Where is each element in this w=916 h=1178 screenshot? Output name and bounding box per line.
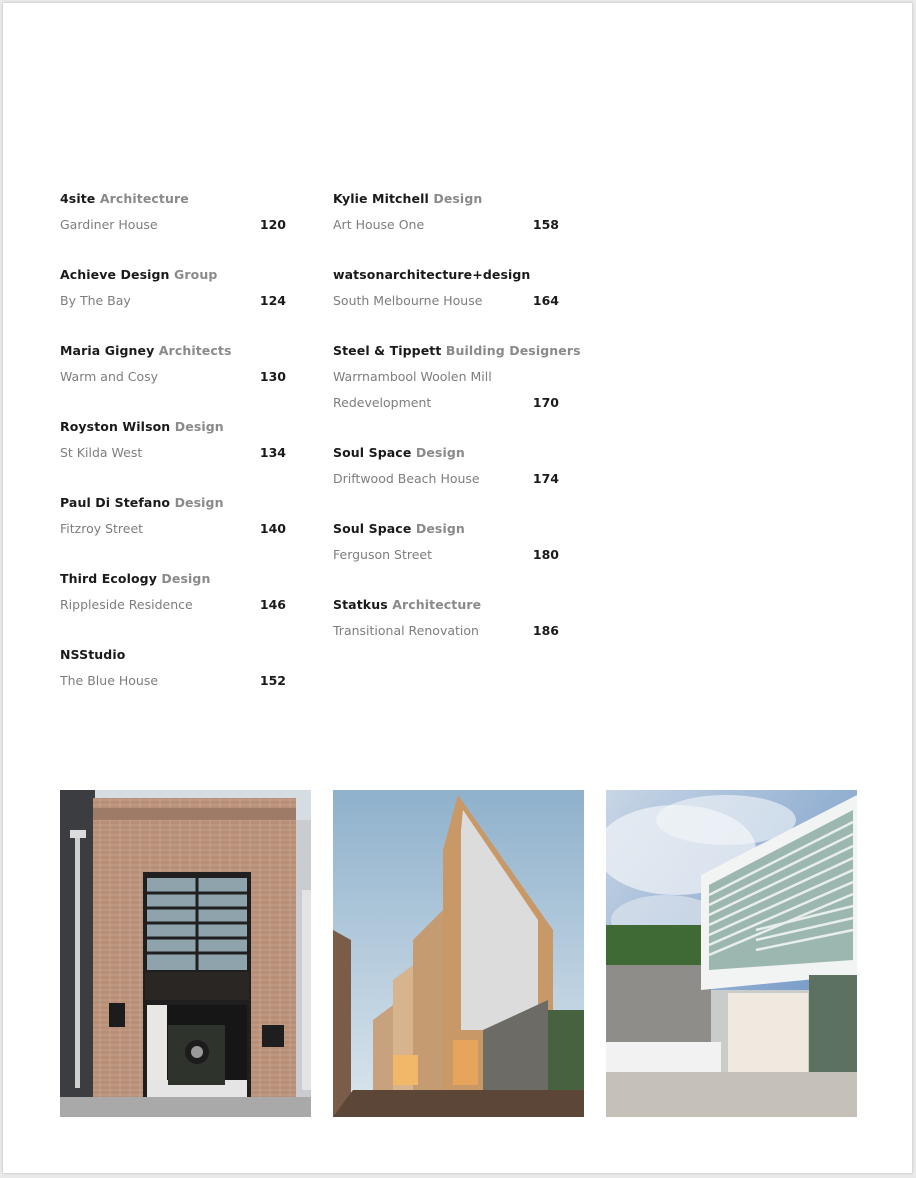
page-number: 186 xyxy=(532,623,559,638)
contents-entry[interactable] xyxy=(60,645,286,691)
timber-townhouses-image xyxy=(333,790,584,1117)
project-title: Rippleside Residence xyxy=(60,597,193,612)
firm-name xyxy=(60,493,286,513)
firm-name-strong: watsonarchitecture+design xyxy=(333,267,531,282)
project-row xyxy=(60,291,286,311)
firm-name-strong: Third Ecology xyxy=(60,571,157,586)
firm-name-soft: Design xyxy=(411,521,465,536)
project-row xyxy=(333,545,559,565)
firm-name-strong: Paul Di Stefano xyxy=(60,495,171,510)
page-number: 134 xyxy=(259,445,286,460)
page-number: 146 xyxy=(259,597,286,612)
project-title: Driftwood Beach House xyxy=(333,471,480,486)
page-number: 180 xyxy=(532,547,559,562)
project-title: The Blue House xyxy=(60,673,159,688)
firm-name-strong: Soul Space xyxy=(333,445,412,460)
firm-name-soft: Architects xyxy=(154,343,232,358)
firm-name-strong: 4site xyxy=(60,191,96,206)
project-title: Art House One xyxy=(333,217,425,232)
firm-name-soft: Design xyxy=(170,419,224,434)
firm-name xyxy=(60,341,286,361)
firm-name xyxy=(60,569,286,589)
project-title: South Melbourne House xyxy=(333,293,483,308)
contents-entry[interactable] xyxy=(333,341,581,413)
firm-name xyxy=(333,341,581,361)
project-title: Warm and Cosy xyxy=(60,369,159,384)
page-number: 130 xyxy=(259,369,286,384)
firm-name-strong: Maria Gigney xyxy=(60,343,155,358)
brick-warehouse-image xyxy=(60,790,311,1117)
contents-column-right xyxy=(333,189,581,671)
project-title-line1: Warrnambool Woolen Mill xyxy=(333,369,492,384)
firm-name-soft: Design xyxy=(156,571,211,586)
firm-name-soft: Building Designers xyxy=(441,343,581,358)
project-title: By The Bay xyxy=(60,293,131,308)
contents-entry[interactable] xyxy=(60,341,286,387)
project-title: Gardiner House xyxy=(60,217,158,232)
project-row xyxy=(333,469,559,489)
project-title: Transitional Renovation xyxy=(333,623,479,638)
firm-name-strong: Achieve Design xyxy=(60,267,170,282)
project-row xyxy=(60,595,286,615)
contents-entry[interactable] xyxy=(333,189,559,235)
project-row xyxy=(333,215,559,235)
page-number: 152 xyxy=(259,673,286,688)
firm-name-strong: NSStudio xyxy=(60,647,126,662)
firm-name xyxy=(60,189,286,209)
firm-name xyxy=(333,265,559,285)
photo-brick-warehouse xyxy=(60,790,311,1117)
page-number: 158 xyxy=(532,217,559,232)
firm-name-strong: Soul Space xyxy=(333,521,412,536)
contents-page xyxy=(3,3,912,1173)
firm-name-soft: Design xyxy=(170,495,224,510)
project-row xyxy=(60,443,286,463)
project-row xyxy=(333,393,559,413)
firm-name-strong: Statkus xyxy=(333,597,388,612)
firm-name xyxy=(333,443,559,463)
project-title: St Kilda West xyxy=(60,445,143,460)
firm-name xyxy=(333,189,559,209)
project-row xyxy=(333,291,559,311)
firm-name xyxy=(60,417,286,437)
firm-name-soft: Design xyxy=(411,445,465,460)
firm-name-soft: Architecture xyxy=(95,191,189,206)
firm-name-soft: Group xyxy=(169,267,218,282)
page-number: 170 xyxy=(532,395,559,410)
contents-column-left xyxy=(60,189,286,721)
louvred-house-image xyxy=(606,790,857,1117)
contents-entry[interactable] xyxy=(333,443,559,489)
contents-entry[interactable] xyxy=(333,595,559,641)
page-number: 120 xyxy=(259,217,286,232)
firm-name xyxy=(60,265,286,285)
page-number: 140 xyxy=(259,521,286,536)
firm-name xyxy=(60,645,286,665)
contents-entry[interactable] xyxy=(60,493,286,539)
project-row xyxy=(60,519,286,539)
project-title: Fitzroy Street xyxy=(60,521,144,536)
firm-name-soft: Design xyxy=(428,191,483,206)
contents-entry[interactable] xyxy=(60,189,286,235)
project-row xyxy=(60,671,286,691)
firm-name-strong: Steel & Tippett xyxy=(333,343,442,358)
contents-entry[interactable] xyxy=(333,519,559,565)
page-number: 164 xyxy=(532,293,559,308)
photo-louvred-house xyxy=(606,790,857,1117)
firm-name-strong: Royston Wilson xyxy=(60,419,171,434)
project-title: Ferguson Street xyxy=(333,547,433,562)
project-row xyxy=(60,215,286,235)
contents-entry[interactable] xyxy=(60,265,286,311)
firm-name-strong: Kylie Mitchell xyxy=(333,191,429,206)
project-title: Redevelopment xyxy=(333,395,432,410)
project-row xyxy=(333,621,559,641)
contents-entry[interactable] xyxy=(333,265,559,311)
photo-timber-townhouses xyxy=(333,790,584,1117)
project-row xyxy=(60,367,286,387)
contents-entry[interactable] xyxy=(60,569,286,615)
page-number: 174 xyxy=(532,471,559,486)
contents-entry[interactable] xyxy=(60,417,286,463)
page-number: 124 xyxy=(259,293,286,308)
firm-name-soft: Architecture xyxy=(387,597,482,612)
firm-name xyxy=(333,595,559,615)
firm-name xyxy=(333,519,559,539)
